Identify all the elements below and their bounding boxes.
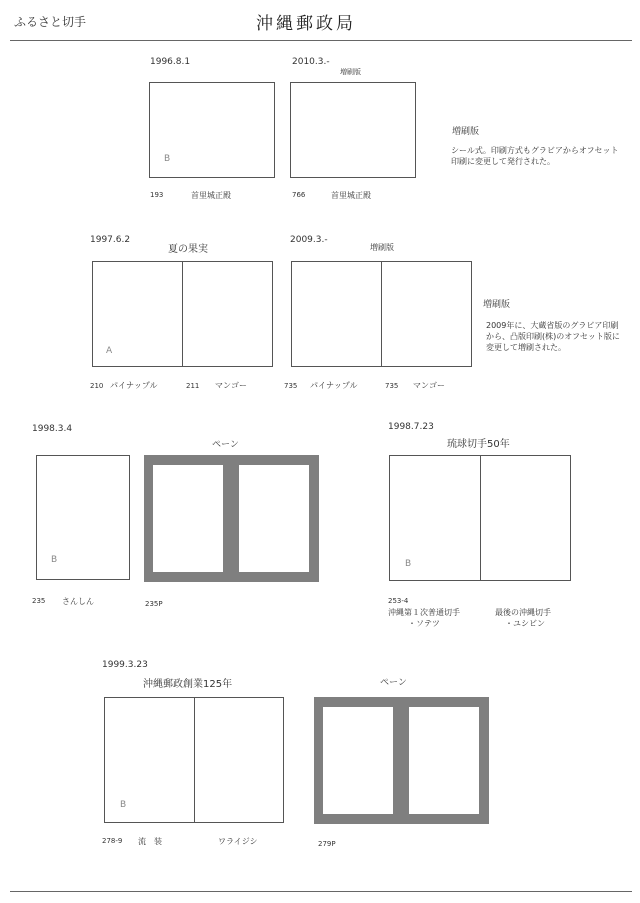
- sec2-catalog-3: 735: [284, 382, 298, 390]
- header-left-label: ふるさと切手: [14, 15, 87, 29]
- sec2-catalog-4: 735: [385, 382, 399, 390]
- sec3-name-4a: 最後の沖縄切手: [495, 608, 551, 617]
- pair-divider: [194, 698, 195, 822]
- pane-stamp-window: [323, 707, 393, 814]
- sec2-note-body: 2009年に、大蔵省版のグラビア印刷から、凸版印刷(株)のオフセット版に変更して増刷された。: [486, 321, 620, 352]
- header-rule: [10, 40, 632, 41]
- pane-stamp-window: [153, 465, 223, 572]
- stamp-pair-summer-fruits-1997: [92, 261, 273, 367]
- pair-divider: [381, 262, 382, 366]
- sec3-date-1: 1998.3.4: [32, 424, 73, 434]
- sec4-date-1: 1999.3.23: [102, 660, 148, 670]
- sec2-name-4: マンゴー: [413, 381, 445, 390]
- sec2-catalog-1: 210: [90, 382, 104, 390]
- page-title: 沖縄郵政局: [256, 14, 356, 34]
- stamp-variant-letter: B: [164, 154, 171, 164]
- sec2-date-2: 2009.3.-: [290, 235, 328, 245]
- stamp-shurijo-2010: [290, 82, 416, 178]
- stamp-pane-postal-125: [314, 697, 489, 824]
- stamp-pair-postal-125: [104, 697, 284, 823]
- stamp-variant-letter: B: [405, 559, 412, 569]
- footer-rule: [10, 891, 632, 892]
- stamp-pair-ryukyu-50: [389, 455, 571, 581]
- sec1-name-1: 首里城正殿: [191, 191, 231, 200]
- sec3-pane-label: ペーン: [212, 440, 239, 450]
- stamp-sanshin: [36, 455, 130, 580]
- sec1-note-body: シール式。印刷方式もグラビアからオフセット印刷に変更して発行された。: [451, 146, 619, 166]
- stamp-variant-letter: B: [120, 800, 127, 810]
- sec1-catalog-2: 766: [292, 191, 306, 199]
- sec2-note-title: 増刷版: [483, 300, 511, 310]
- sec2-name-1: パイナップル: [110, 381, 158, 390]
- sec4-name-1a: 流 装: [138, 837, 162, 846]
- sec2-name-3: パイナップル: [310, 381, 358, 390]
- pair-divider: [182, 262, 183, 366]
- sec1-name-2: 首里城正殿: [331, 191, 371, 200]
- sec3-catalog-3: 253-4: [388, 597, 409, 605]
- stamp-variant-letter: B: [51, 555, 58, 565]
- sec3-name-3b: ・ソテツ: [408, 619, 440, 628]
- stamp-variant-letter: A: [106, 346, 113, 356]
- sec2-title-1: 夏の果実: [168, 244, 208, 255]
- sec2-name-2: マンゴー: [215, 381, 247, 390]
- sec3-title-2: 琉球切手50年: [447, 439, 510, 450]
- sec4-name-1b: ワライジシ: [218, 837, 258, 846]
- sec3-name-4b: ・ユシビン: [505, 619, 545, 628]
- sec1-date-1: 1996.8.1: [150, 57, 191, 67]
- sec4-pane-label: ペーン: [380, 678, 407, 688]
- sec1-note-title: 増刷版: [452, 127, 480, 137]
- sec3-date-2: 1998.7.23: [388, 422, 434, 432]
- sec2-subtitle-2: 増刷版: [370, 243, 394, 252]
- sec3-catalog-2: 235P: [145, 600, 163, 608]
- stamp-pane-sanshin: [144, 455, 319, 582]
- sec3-name-1: さんしん: [62, 597, 94, 606]
- sec1-date-2: 2010.3.-: [292, 57, 330, 67]
- sec1-catalog-1: 193: [150, 191, 164, 199]
- sec4-catalog-2: 279P: [318, 840, 336, 848]
- sec2-catalog-2: 211: [186, 382, 200, 390]
- sec1-subtitle-2: 増刷版: [340, 68, 361, 76]
- sec4-catalog-1: 278-9: [102, 837, 123, 845]
- pane-stamp-window: [409, 707, 479, 814]
- pair-divider: [480, 456, 481, 580]
- sec3-catalog-1: 235: [32, 597, 46, 605]
- stamp-shurijo-1996: [149, 82, 275, 178]
- pane-stamp-window: [239, 465, 309, 572]
- stamp-pair-summer-fruits-2009: [291, 261, 472, 367]
- sec3-name-3a: 沖縄第１次普通切手: [388, 608, 460, 617]
- sec2-date-1: 1997.6.2: [90, 235, 131, 245]
- sec4-title-1: 沖縄郵政創業125年: [143, 679, 233, 690]
